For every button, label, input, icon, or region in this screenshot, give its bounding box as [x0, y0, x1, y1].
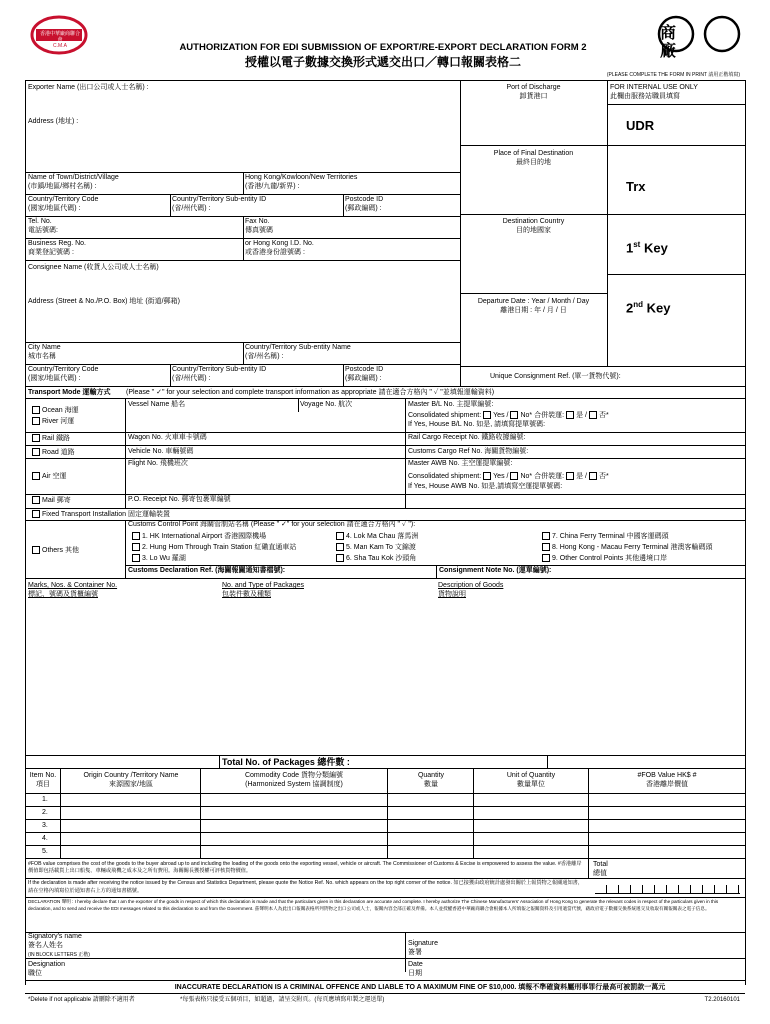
transport-instructions: (Please " ✓" for your selection and complete transport information as appropriate 請在適合方格內 " ✓ "並填報運輸資料) — [126, 389, 495, 396]
house-bl-label: If Yes, House B/L No. 如是, 請填寫提單號碼: — [408, 421, 546, 428]
consolidated-shipment-sea: Consolidated shipment: Yes / No* 合併裝運: 是 / 否* — [408, 411, 609, 419]
river-checkbox[interactable] — [32, 417, 40, 425]
ccp-2[interactable]: 2. Hung Hom Through Train Station 紅磡直通車站 — [130, 543, 340, 552]
origin-header: Origin Country /Territory Name 來源國家/地區 — [83, 772, 179, 788]
ccp-4[interactable]: 4. Lok Ma Chau 落馬洲 — [334, 532, 534, 541]
ccp-3-checkbox[interactable] — [132, 554, 140, 562]
exporter-postcode-label: Postcode ID (郵政編碼) : — [345, 196, 384, 212]
customs-cargo-label: Customs Cargo Ref No. 海關貨物編號: — [408, 448, 529, 455]
po-receipt-label: P.O. Receipt No. 郵寄包裹單編號 — [128, 496, 231, 503]
form-code: T2.20160101 — [704, 997, 740, 1003]
transport-fixed[interactable]: Fixed Transport Installation 固定運輸裝置 — [30, 510, 330, 519]
exporter-hk-label: Hong Kong/Kowloon/New Territories (香港/九龍/新界) : — [245, 174, 358, 190]
consolidated-shipment-air: Consolidated shipment: Yes / No* 合併裝運: 是 / 否* — [408, 472, 609, 480]
transport-mail[interactable]: Mail 郵寄 — [30, 496, 125, 505]
goods-description-label: Description of Goods 貨物說明 — [438, 582, 504, 598]
item-row: 3. — [42, 822, 48, 829]
consignee-subentity-name-label: Country/Territory Sub-entity Name (省/州名稱) : — [245, 344, 351, 360]
vessel-name-label: Vessel Name 船名 — [128, 401, 186, 408]
logo-subtext: C.M.A — [53, 43, 67, 49]
voyage-no-label: Voyage No. 航次 — [300, 401, 353, 408]
consol-fou-checkbox[interactable] — [589, 411, 597, 419]
vehicle-no-label: Vehicle No. 車輛號碼 — [128, 448, 194, 455]
exporter-fax-label: Fax No. 傳真號碼 — [245, 218, 273, 234]
udr-label: UDR — [626, 118, 655, 133]
transport-rail[interactable]: Rail 鐵路 — [30, 434, 125, 443]
ccp-6-checkbox[interactable] — [336, 554, 344, 562]
mail-checkbox[interactable] — [32, 496, 40, 504]
second-key-label: 2nd Key — [626, 300, 671, 316]
final-destination-label: Place of Final Destination 最終目的地 — [493, 150, 574, 166]
logo-text: 香港中華廠商聯合會 — [39, 31, 80, 43]
air-consol-yes-checkbox[interactable] — [483, 472, 491, 480]
signatory-name-label: Signatory's name 簽名人姓名 — [28, 933, 82, 949]
total-value-label: Total 總值 — [593, 861, 608, 877]
flight-no-label: Flight No. 飛機班次 — [128, 460, 188, 467]
commodity-code-header: Commodity Code 貨物分類編號 (Harmonized System 協調制度) — [244, 772, 344, 788]
consignment-note-label: Consignment Note No. (運單編號): — [439, 567, 552, 574]
air-checkbox[interactable] — [32, 472, 40, 480]
consol-shi-checkbox[interactable] — [566, 411, 574, 419]
ccp-1-checkbox[interactable] — [132, 532, 140, 540]
ccp-4-checkbox[interactable] — [336, 532, 344, 540]
cma-logo — [30, 15, 88, 55]
stamp-text: 商廠 — [660, 25, 705, 60]
exporter-town-label: Name of Town/District/Village (市鎮/地區/鄉村名稱) : — [28, 174, 119, 190]
form-title-zh: 授權以電子數據交換形式遞交出口／轉口報關表格二 — [244, 55, 521, 69]
consignee-country-label: Country/Territory Code (國家/地區代碼) : — [28, 366, 99, 382]
unit-header: Unit of Quantity 數量單位 — [506, 772, 556, 788]
exporter-brn-label: Business Reg. No. 商業登記號碼 : — [28, 240, 86, 256]
customs-declaration-ref-label: Customs Declaration Ref. (海關報關通知書檔號): — [128, 567, 286, 574]
item-row: 1. — [42, 796, 48, 803]
transport-others[interactable]: Others 其他 — [30, 546, 125, 555]
notice-ref-text: If the declaration is made after receiving the notice issued by the Census and Statistics Department, please quote the Notice Ref. No. which appears on the top right corner of the notice. 如已接獲由政府統計處發出關於上報貨物之報關通知書，請在空格內填寫位於通知書右上方的通知書檔號。 — [28, 880, 584, 894]
ccp-6[interactable]: 6. Sha Tau Kok 沙頭角 — [334, 554, 534, 563]
header-stamp — [654, 15, 746, 60]
others-checkbox[interactable] — [32, 546, 40, 554]
transport-air[interactable]: Air 空運 — [30, 472, 125, 481]
quantity-header: Quantity 數量 — [417, 772, 445, 788]
ccp-9-checkbox[interactable] — [542, 554, 550, 562]
ccp-label: Customs Control Point 海關管制站名稱 (Please " ✓" for your selection 請在適合方格內 " ✓ "): — [128, 521, 416, 528]
air-consol-no-checkbox[interactable] — [510, 472, 518, 480]
rail-receipt-label: Rail Cargo Receipt No. 鐵路收據編號: — [408, 434, 526, 441]
wagon-no-label: Wagon No. 火車車卡號碼 — [128, 434, 207, 441]
consignee-city-label: City Name 城市名稱 — [28, 344, 61, 360]
port-of-discharge-label: Port of Discharge 卸貨港口 — [506, 84, 561, 100]
notice-ref-boxes[interactable] — [595, 885, 740, 894]
road-checkbox[interactable] — [32, 448, 40, 456]
air-consol-shi-checkbox[interactable] — [566, 472, 574, 480]
ccp-5-checkbox[interactable] — [336, 543, 344, 551]
total-packages-label: Total No. of Packages 總件數 : — [222, 757, 350, 767]
internal-use-label: FOR INTERNAL USE ONLY 此欄由服務站職員填寫 — [610, 84, 698, 100]
signature-label: Signature 簽署 — [408, 940, 438, 956]
fob-note: #FOB value comprises the cost of the goods to the buyer abroad up to and including the loading of the goods onto the exporting vessel, vehicle or aircraft. The Commissioner of Customs & Excise is empowered to assess the value. #香港離岸價值即包括載貨上出口船隻、車輛或飛機之成本及之所有費用。海關關長獲授權可評核貨物價值。 — [28, 861, 582, 874]
marks-label: Marks, Nos. & Container No. 標記、號碼及貨櫃編號 — [28, 582, 118, 598]
transport-road[interactable]: Road 道路 — [30, 448, 125, 457]
exporter-address-label: Address (地址) : — [28, 118, 79, 125]
rail-checkbox[interactable] — [32, 434, 40, 442]
departure-date-label: Departure Date : Year / Month / Day 離港日期 : 年 / 月 / 日 — [477, 298, 590, 314]
ccp-9[interactable]: 9. Other Control Points 其他邊境口岸 — [540, 554, 744, 563]
fob-header: #FOB Value HK$ # 香港離岸價值 — [637, 772, 697, 788]
ccp-8[interactable]: 8. Hong Kong - Macau Ferry Terminal 港澳客輪碼頭 — [540, 543, 744, 552]
delete-note: *Delete if not applicable 請刪除不適用者 — [28, 997, 135, 1003]
ocean-checkbox[interactable] — [32, 406, 40, 414]
item-row: 2. — [42, 809, 48, 816]
transport-mode-label: Transport Mode 運輸方式 — [28, 389, 111, 396]
warning-text: INACCURATE DECLARATION IS A CRIMINAL OFFENCE AND LIABLE TO A MAXIMUM FINE OF $10,000. 填報不準確資料屬刑事罪行最高可被罰款一萬元 — [174, 984, 666, 991]
first-key-label: 1st Key — [626, 240, 668, 256]
exporter-hkid-label: or Hong Kong I.D. No. 或香港身份證號碼 : — [245, 240, 314, 256]
master-awb-label: Master AWB No. 主空運提單編號: — [408, 460, 513, 467]
consignee-name-label: Consignee Name (收貨人公司或人士名稱) — [28, 264, 159, 271]
ccp-5[interactable]: 5. Man Kam To 文錦渡 — [334, 543, 534, 552]
consol-yes-checkbox[interactable] — [483, 411, 491, 419]
block-letters-note: (IN BLOCK LETTERS 正楷) — [28, 952, 90, 958]
ccp-7-checkbox[interactable] — [542, 532, 550, 540]
air-consol-fou-checkbox[interactable] — [589, 472, 597, 480]
destination-country-label: Destination Country 目的地國家 — [502, 218, 565, 234]
declaration-text: DECLARATION 聲明 : I hereby declare that I am the exporter of the goods in respect of which this declaration is made and that the particulars given in this declaration are accurate and complete. I hereby authorize The Chinese Manufacturers' Association of Hong Kong to generate the relevant codes in respect of the particulars given in this declaration, and to send and receive the EDI messages related to this declaration to and from the Government. 茲聲明本人為此出口報關表格所列貨物之出口公司或人士，報關內容全部正確及齊備。本人並授權香港中華廠商聯合會根據本人所填報之報關資料及引用適當代號，藉政府電子數據交換系統遞交及收取有關報關表之電子信息。 — [28, 899, 719, 911]
ccp-1[interactable]: 1. HK International Airport 香港國際機場 — [130, 532, 340, 541]
exporter-country-label: Country/Territory Code (國家/地區代碼) : — [28, 196, 99, 212]
consol-no-checkbox[interactable] — [510, 411, 518, 419]
transport-river[interactable]: River 河運 — [30, 417, 125, 426]
print-note: (PLEASE COMPLETE THE FORM IN PRINT 請用正楷填寫) — [606, 72, 740, 78]
item-no-header: Item No. 項目 — [29, 772, 57, 788]
ccp-7[interactable]: 7. China Ferry Terminal 中國客運碼頭 — [540, 532, 744, 541]
ccp-3[interactable]: 3. Lo Wu 羅湖 — [130, 554, 340, 563]
designation-label: Designation 職位 — [28, 961, 65, 977]
exporter-name-label: Exporter Name (出口公司或人士名稱) : — [28, 84, 149, 91]
date-label: Date 日期 — [408, 961, 423, 977]
transport-ocean[interactable]: Ocean 海運 — [30, 406, 125, 415]
five-items-note: *每張表格只接受五個項目，如超過，請呈交附頁。(每頁應填寫印製之運送單) — [180, 997, 385, 1003]
form-title-en: AUTHORIZATION FOR EDI SUBMISSION OF EXPORT/RE-EXPORT DECLARATION FORM 2 — [179, 42, 587, 53]
consignee-address-label: Address (Street & No./P.O. Box) 地址 (街道/郵箱) — [28, 298, 180, 305]
house-awb-label: If Yes, House AWB No. 如是,請填寫空運提單號碼: — [408, 483, 563, 490]
consignee-subentity-label: Country/Territory Sub-entity ID (省/州代碼) : — [172, 366, 267, 382]
item-row: 5. — [42, 848, 48, 855]
exporter-tel-label: Tel. No. 電話號碼: — [28, 218, 58, 234]
fixed-checkbox[interactable] — [32, 510, 40, 518]
consignee-postcode-label: Postcode ID (郵政編碼) : — [345, 366, 384, 382]
master-bl-label: Master B/L No. 主提單編號: — [408, 401, 494, 408]
ucr-label: Unique Consignment Ref. (單一貨物代號): — [490, 373, 621, 380]
ccp-2-checkbox[interactable] — [132, 543, 140, 551]
item-row: 4. — [42, 835, 48, 842]
packages-label: No. and Type of Packages 包裝件數及種類 — [222, 582, 304, 598]
ccp-8-checkbox[interactable] — [542, 543, 550, 551]
exporter-subentity-label: Country/Territory Sub-entity ID (省/州代碼) : — [172, 196, 267, 212]
trx-label: Trx — [626, 179, 646, 194]
